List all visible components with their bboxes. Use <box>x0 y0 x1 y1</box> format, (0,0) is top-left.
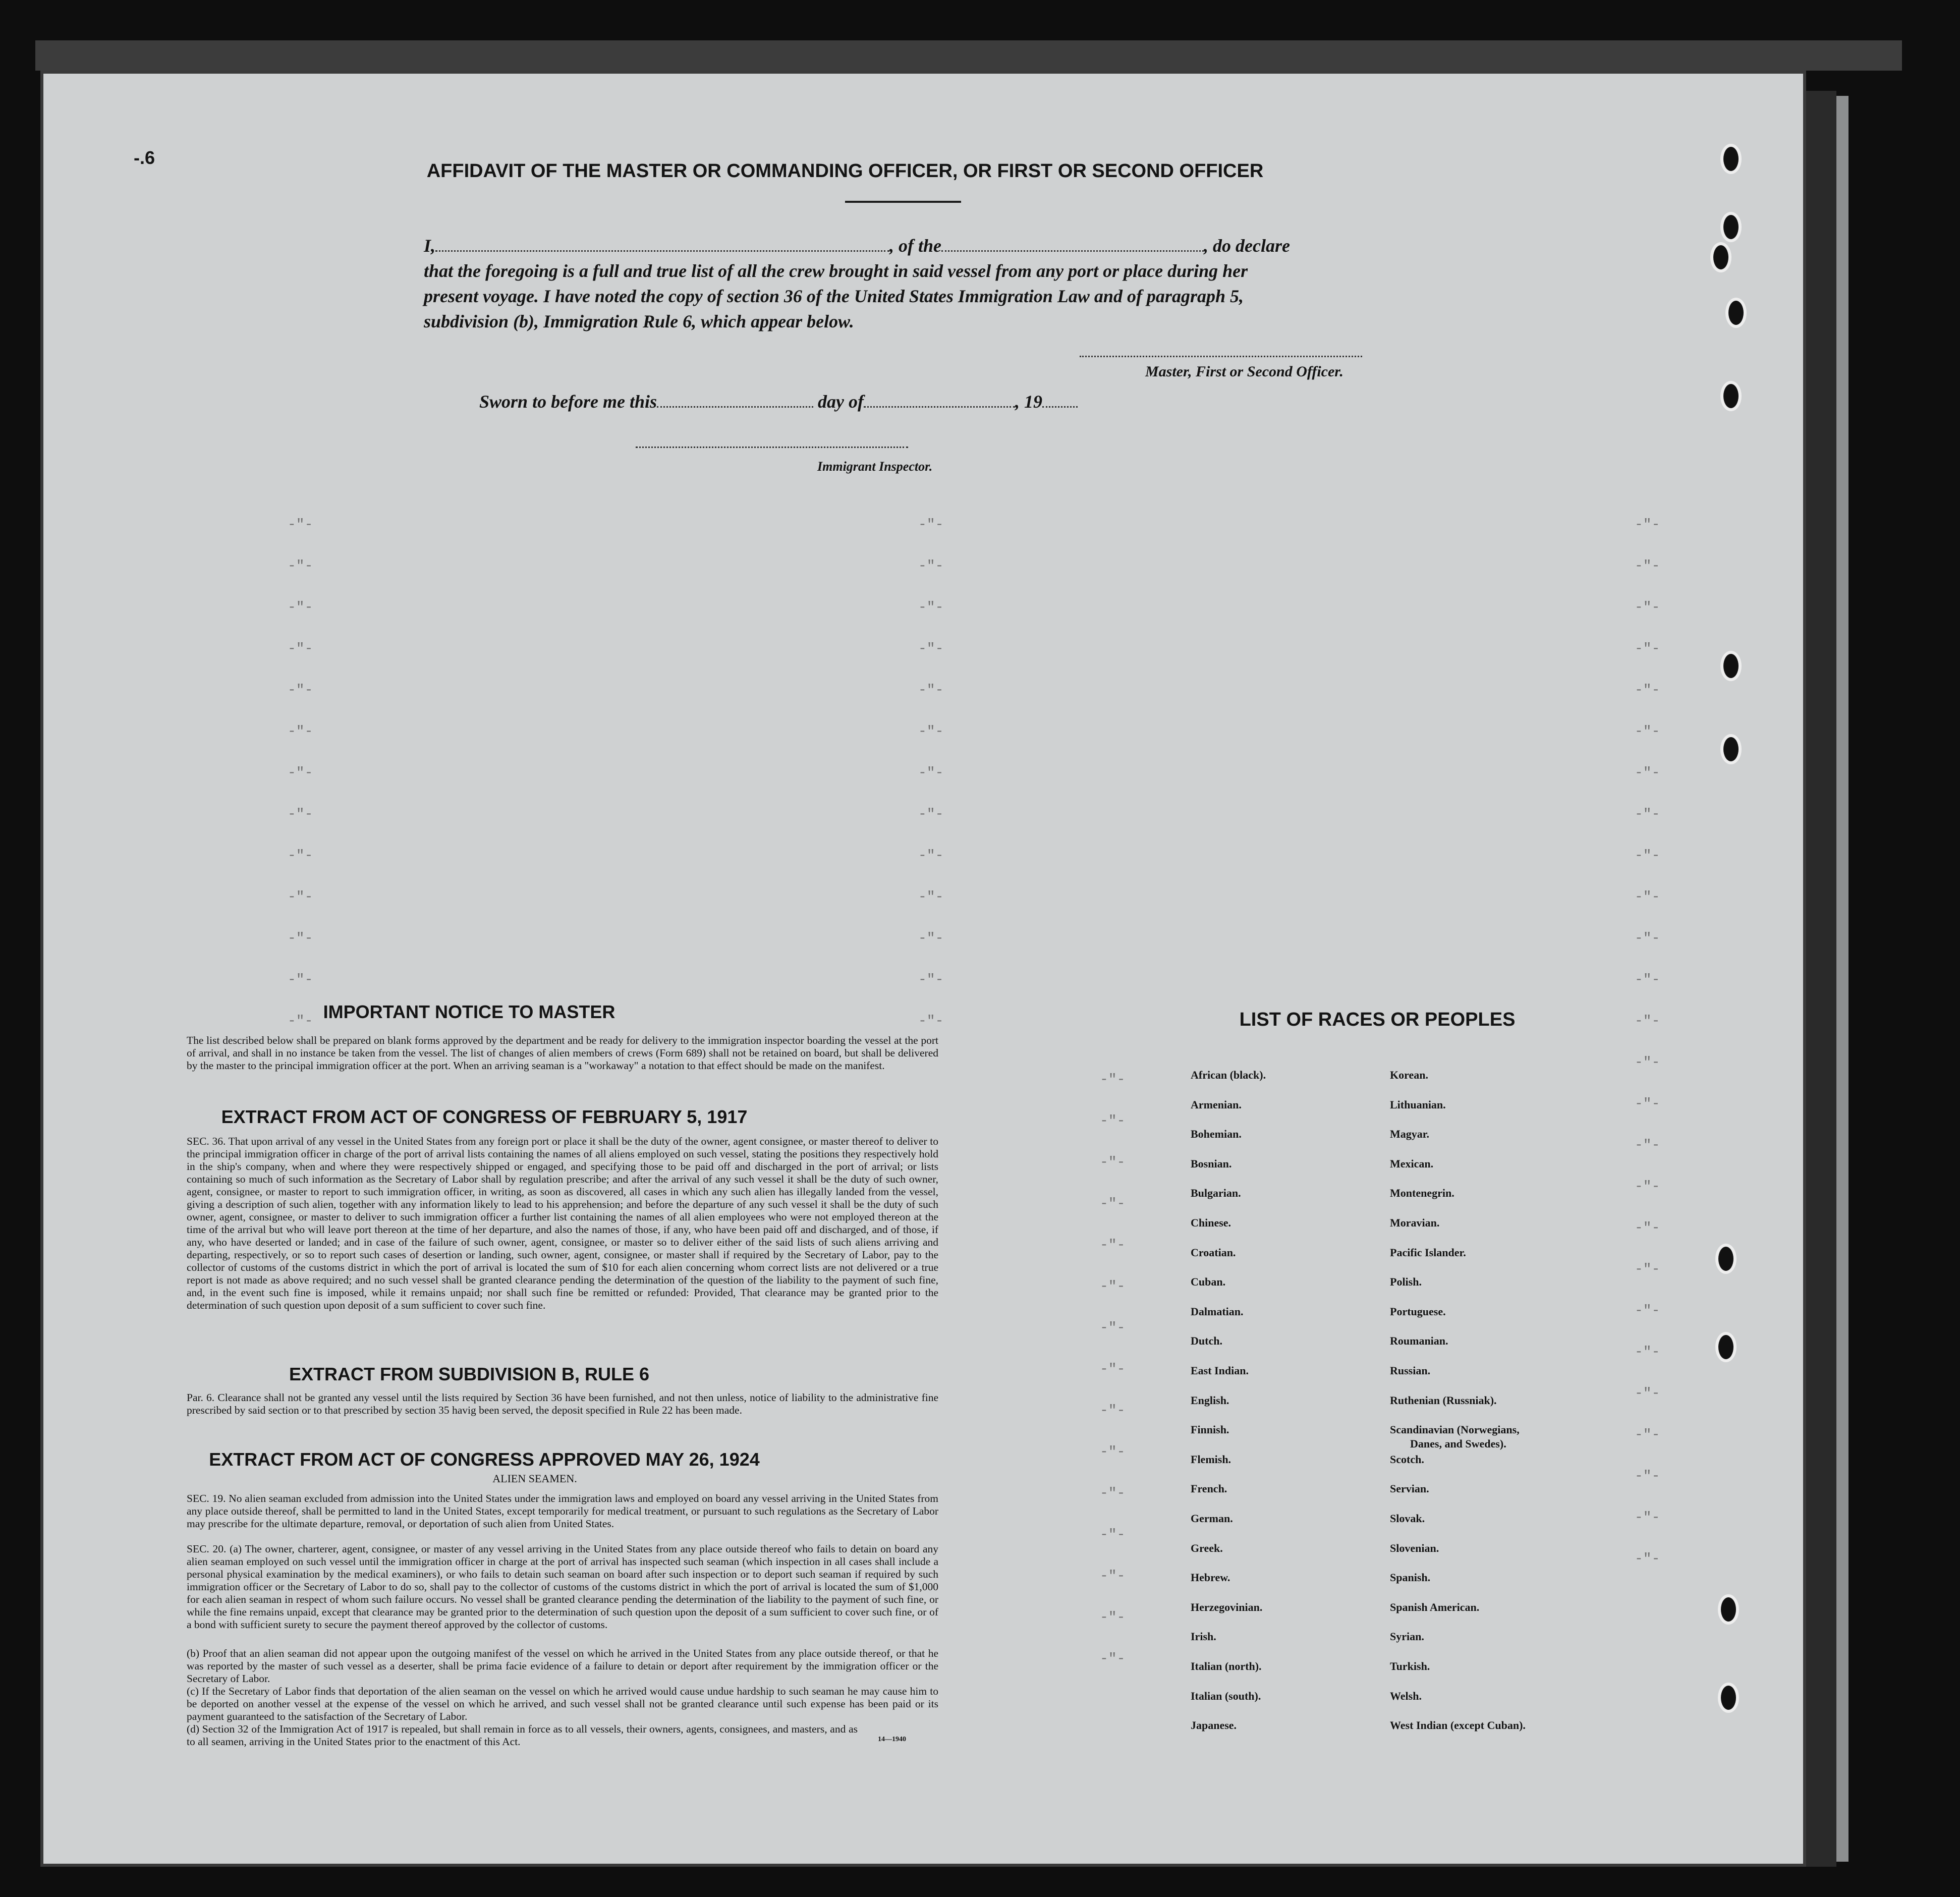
extract-1917-title: EXTRACT FROM ACT OF CONGRESS OF FEBRUARY 5, 1917 <box>221 1106 748 1127</box>
race-item: Roumanian. <box>1390 1334 1448 1348</box>
affidavit-declaration-line4: subdivision (b), Immigration Rule 6, which appear below. <box>424 311 854 331</box>
master-signature-label: Master, First or Second Officer. <box>1145 363 1343 380</box>
races-title: LIST OF RACES OR PEOPLES <box>1239 1009 1516 1030</box>
race-item: Magyar. <box>1390 1128 1430 1141</box>
race-item-continuation: Danes, and Swedes). <box>1410 1437 1506 1450</box>
race-item: Hebrew. <box>1191 1571 1230 1584</box>
inspector-signature-label: Immigrant Inspector. <box>817 459 933 474</box>
binder-hole-icon <box>1725 298 1747 328</box>
race-item: Servian. <box>1390 1482 1429 1495</box>
inspector-signature-line[interactable] <box>636 447 908 448</box>
race-item: Welsh. <box>1390 1689 1422 1702</box>
race-item: English. <box>1191 1393 1229 1407</box>
race-item: Bohemian. <box>1191 1128 1242 1141</box>
affidavit-declaration-line1: I, , of the , do declare <box>424 236 1290 256</box>
race-item: Korean. <box>1390 1069 1428 1081</box>
race-item: Scandinavian (Norwegians, <box>1390 1423 1520 1436</box>
subdivision-b-title: EXTRACT FROM SUBDIVISION B, RULE 6 <box>289 1364 650 1384</box>
sworn-year-blank[interactable] <box>1042 401 1078 408</box>
extract-1924-subtitle: ALIEN SEAMEN. <box>492 1472 577 1485</box>
race-item: Dalmatian. <box>1191 1305 1244 1318</box>
race-item: Greek. <box>1191 1541 1223 1554</box>
affidavit-declaration-line3: present voyage. I have noted the copy of section 36 of the United States Immigration Law and of paragraph 5, <box>424 286 1244 306</box>
race-item: West Indian (except Cuban). <box>1390 1719 1526 1732</box>
subdivision-b-text: Par. 6. Clearance shall not be granted any vessel until the lists required by Section 36 have been furnished, and not then unless, notice of liability to the administrative fine prescribed by said section or to that prescribed by section 35 havig been served, the deposit specified in Rule 22 has been made. <box>187 1391 938 1416</box>
sworn-day-blank[interactable] <box>657 401 813 408</box>
race-item: Bosnian. <box>1191 1157 1232 1170</box>
race-item: Flemish. <box>1191 1453 1231 1466</box>
race-item: German. <box>1191 1512 1233 1525</box>
race-item: Bulgarian. <box>1191 1187 1241 1200</box>
bleed-through-ditto-column: -"- -"- -"- -"- -"- -"- -"- -"- -"- -"- -"- -"- -"- <box>918 517 944 1029</box>
binder-hole-icon <box>1715 1244 1737 1274</box>
extract-1924-title: EXTRACT FROM ACT OF CONGRESS APPROVED MAY 26, 1924 <box>209 1449 760 1470</box>
race-item: Slovak. <box>1390 1512 1425 1525</box>
race-item: Italian (south). <box>1191 1689 1261 1702</box>
race-item: Portuguese. <box>1390 1305 1446 1318</box>
race-item: Italian (north). <box>1191 1660 1262 1672</box>
race-item: Irish. <box>1191 1630 1216 1643</box>
page-edge-shadow <box>1806 91 1836 1867</box>
master-signature-line[interactable] <box>1080 356 1362 357</box>
extract-1924-sec20d: (d) Section 32 of the Immigration Act of 1917 is repealed, but shall remain in force as to all vessels, their owners, agents, consignees, and masters, and as to all seamen, arriving in the United States prior to the enactment of this Act. <box>187 1723 858 1748</box>
binder-hole-icon <box>1720 651 1742 681</box>
scan-background-strip <box>35 40 1902 71</box>
binder-hole-icon <box>1710 242 1731 272</box>
race-item: Ruthenian (Russniak). <box>1390 1393 1497 1407</box>
name-blank[interactable] <box>435 245 889 252</box>
race-item: Mexican. <box>1390 1157 1434 1170</box>
race-item: African (black). <box>1191 1069 1266 1081</box>
vessel-blank[interactable] <box>941 245 1204 252</box>
notice-title: IMPORTANT NOTICE TO MASTER <box>323 1001 615 1022</box>
affidavit-title: AFFIDAVIT OF THE MASTER OR COMMANDING OFFICER, OR FIRST OR SECOND OFFICER <box>426 160 1264 182</box>
race-item: French. <box>1191 1482 1227 1495</box>
binder-hole-icon <box>1718 1683 1739 1713</box>
sworn-line: Sworn to before me this day of , 19 <box>479 391 1078 412</box>
extract-1924-sec20b: (b) Proof that an alien seaman did not appear upon the outgoing manifest of the vessel on which he arrived in the United States from any place outside thereof, or that he was reported by the master of such vessel as a deserter, shall be prima facie evidence of a failure to detain or deport after requirement by the immigration officer or the Secretary of Labor. <box>187 1647 938 1685</box>
binder-hole-icon <box>1720 381 1742 411</box>
race-item: East Indian. <box>1191 1364 1249 1377</box>
bleed-through-ditto-column: -"- -"- -"- -"- -"- -"- -"- -"- -"- -"- -"- -"- -"- -"- -"- -"- -"- -"- -"- -"- -"- -"- -"- -"- -"- -"- <box>1635 517 1660 1567</box>
race-item: Slovenian. <box>1390 1541 1439 1554</box>
race-item: Syrian. <box>1390 1630 1424 1643</box>
race-item: Spanish American. <box>1390 1600 1480 1613</box>
binder-hole-icon <box>1720 212 1742 242</box>
notice-text: The list described below shall be prepared on blank forms approved by the department and be ready for delivery to the immigration inspector boarding the vessel at the port of arrival, and shall in no instance be taken from the vessel. The list of changes of alien members of crews (Form 689) shall not be retained on board, but shall be delivered by the master to the principal immigration officer at the port. When an arriving seaman is a "workaway" a notation to that effect should be made on the manifest. <box>187 1034 938 1072</box>
binder-hole-icon <box>1718 1594 1739 1625</box>
sworn-month-blank[interactable] <box>864 401 1015 408</box>
page-edge-binding <box>1836 96 1849 1862</box>
race-item: Russian. <box>1390 1364 1431 1377</box>
bleed-through-ditto-column: -"- -"- -"- -"- -"- -"- -"- -"- -"- -"- -"- -"- -"- -"- -"- <box>1100 1072 1126 1667</box>
extract-1924-sec20a: SEC. 20. (a) The owner, charterer, agent, consignee, or master of any vessel arriving in the United States from any place outside thereof who fails to detain on board any alien seaman employed on such vessel until the immigration officer in charge at the port of arrival has inspected such seaman (which inspection in all cases shall include a personal physical examination by the medical examiners), or who fails to detain such seaman on board after such inspection or to deport such seaman if required by such immigration officer or the Secretary of Labor to do so, shall pay to the collector of customs of the customs district in which the port of arrival is located the sum of $1,000 for each alien seaman in respect of whom such failure occurs. No vessel shall be granted clearance pending the determination of the liability to the payment of such fine, or while the fine remains unpaid, except that clearance may be granted prior to the determination of such question upon the deposit of a sum sufficient to cover such fine, or of a bond with sufficient surety to secure the payment thereof approved by the collector of customs. <box>187 1543 938 1631</box>
race-item: Japanese. <box>1191 1719 1237 1732</box>
race-item: Cuban. <box>1191 1275 1226 1289</box>
race-item: Croatian. <box>1191 1246 1236 1259</box>
race-item: Pacific Islander. <box>1390 1246 1466 1259</box>
race-item: Lithuanian. <box>1390 1098 1446 1111</box>
bleed-through-ditto-column: -"- -"- -"- -"- -"- -"- -"- -"- -"- -"- -"- -"- -"- <box>288 517 313 1029</box>
race-item: Spanish. <box>1390 1571 1431 1584</box>
race-item: Armenian. <box>1191 1098 1242 1111</box>
binder-hole-icon <box>1715 1332 1737 1362</box>
binder-hole-icon <box>1720 144 1742 174</box>
race-item: Finnish. <box>1191 1423 1229 1436</box>
form-code: 14—1940 <box>878 1736 906 1743</box>
binder-hole-icon <box>1720 734 1742 764</box>
affidavit-declaration-line2: that the foregoing is a full and true list of all the crew brought in said vessel from any port or place during her <box>424 261 1248 281</box>
title-underline <box>845 201 961 203</box>
race-item: Montenegrin. <box>1390 1187 1454 1200</box>
race-item: Herzegovinian. <box>1191 1600 1263 1613</box>
marginal-mark: -.6 <box>134 147 155 168</box>
race-item: Dutch. <box>1191 1334 1222 1348</box>
extract-1924-sec20c: (c) If the Secretary of Labor finds that deportation of the alien seaman on the vessel on which he arrived would cause undue hardship to such seaman he may cause him to be deported on another vessel at the expense of the vessel on which he arrived, and such vessel shall not be granted clearance until such expense has been paid or its payment guaranteed to the satisfaction of the Secretary of Labor. <box>187 1685 938 1722</box>
race-item: Polish. <box>1390 1275 1422 1289</box>
race-item: Scotch. <box>1390 1453 1424 1466</box>
extract-1924-sec19: SEC. 19. No alien seaman excluded from admission into the United States under the immigration laws and employed on board any vessel arriving in the United States from any place outside thereof, shall be permitted to land in the United States, except temporarily for medical treatment, or pursuant to such regulations as the Secretary of Labor may prescribe for the ultimate departure, removal, or deportation of such alien from United States. <box>187 1492 938 1530</box>
race-item: Chinese. <box>1191 1216 1231 1229</box>
extract-1917-text: SEC. 36. That upon arrival of any vessel in the United States from any foreign port or place it shall be the duty of the owner, agent consignee, or master thereof to deliver to the principal immigration officer in charge of the port of arrival lists containing the names of all aliens employed on such vessel, stating the positions they respectively hold in the ship's company, when and where they were respectively shipped or engaged, and specifying those to be paid off and discharged in the port of arrival; or lists containing so much of such information as the Secretary of Labor shall by regulation prescribe; and after the arrival of any such vessel it shall be the duty of such owner, agent, consignee, or master to report to such immigration officer, in writing, as soon as discovered, all cases in which any such alien has illegally landed from the vessel, giving a description of such alien, together with any information likely to lead to his apprehension; and before the departure of any such vessel it shall be the duty of such owner, agent, consignee, or master to deliver to such immigration officer a further list containing the names of all alien employees who were not employed thereon at the time of the arrival but who will leave port thereon at the time of her departure, and also the names of those, if any, who have been paid off and discharged, and of those, if any, who have deserted or landed; and in case of the failure of such owner, agent, consignee, or master so to deliver either of the said lists of such aliens arriving and departing, respectively, or so to report such cases of desertion or landing, such owner, agent, consignee, or master shall if required by the Secretary of Labor, pay to the collector of customs of the customs district in which the port of arrival is located the sum of $10 for each alien concerning whom correct lists are not delivered or a true report is not made as above required; and no such vessel shall be granted clearance pending the determination of the question of the liability to the payment of such fine, and, in the event such fine is imposed, while it remains unpaid; nor shall such fine be remitted or refunded: Provided, That clearance may be granted prior to the determination of such question upon deposit of a sum sufficient to cover such fine. <box>187 1135 938 1311</box>
race-item: Moravian. <box>1390 1216 1440 1229</box>
race-item: Turkish. <box>1390 1660 1430 1672</box>
